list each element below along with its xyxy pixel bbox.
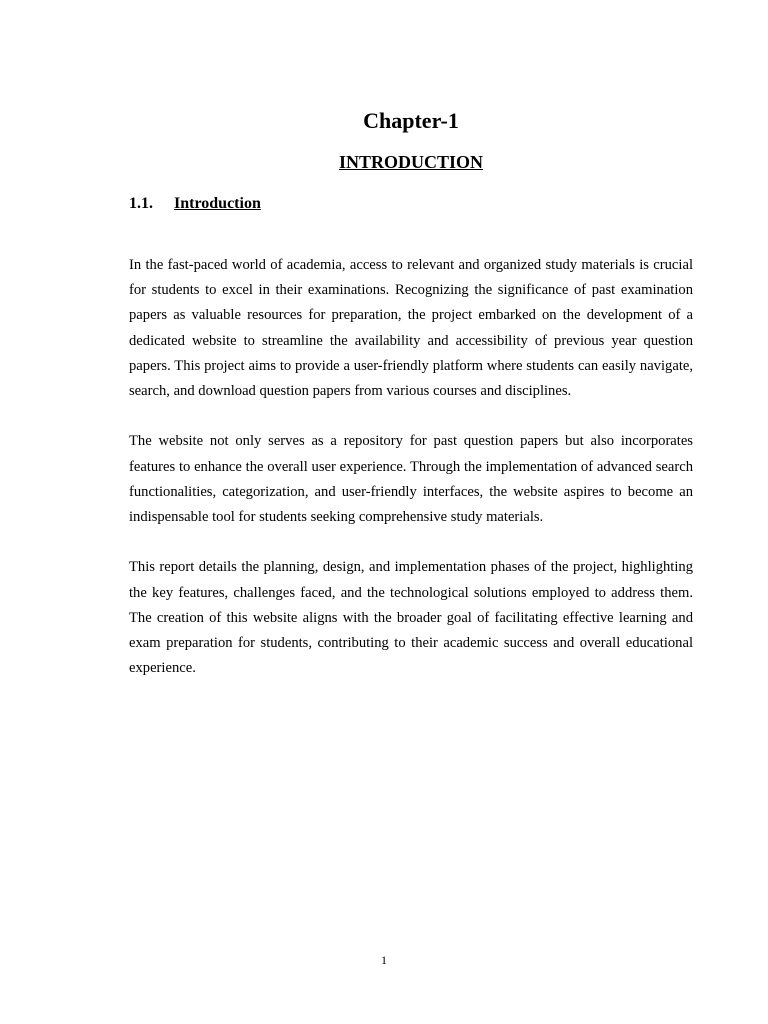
paragraph: The website not only serves as a repository for past question papers but also incorporates features to enhance the overall user experience. Through the implementation of advanced search functionalities, categorization, and user-friendly interfaces, the website aspires to become an indispensable tool for students seeking comprehensive study materials. [129, 433, 693, 526]
paragraph: This report details the planning, design, and implementation phases of the project, highlighting the key features, challenges faced, and the technological solutions employed to address them. The creation of this website aligns with the broader goal of facilitating effective learning and exam preparation for students, contributing to their academic success and overall educational experience. [129, 559, 693, 677]
section-heading [129, 192, 261, 216]
chapter-subtitle: INTRODUCTION [338, 152, 484, 172]
section-title: Introduction [174, 195, 261, 212]
paragraph: In the fast-paced world of academia, access to relevant and organized study materials is crucial for students to excel in their examinations. Recognizing the significance of past examination papers as valuable resources for preparation, the project embarked on the development of a dedicated website to streamline the availability and accessibility of previous year question papers. This project aims to provide a user-friendly platform where students can easily navigate, search, and download question papers from various courses and disciplines. [129, 257, 693, 400]
body-text [129, 253, 693, 707]
chapter-title: Chapter-1 [363, 108, 459, 133]
section-number: 1.1. [129, 195, 153, 212]
page-number: 1 [381, 953, 387, 967]
